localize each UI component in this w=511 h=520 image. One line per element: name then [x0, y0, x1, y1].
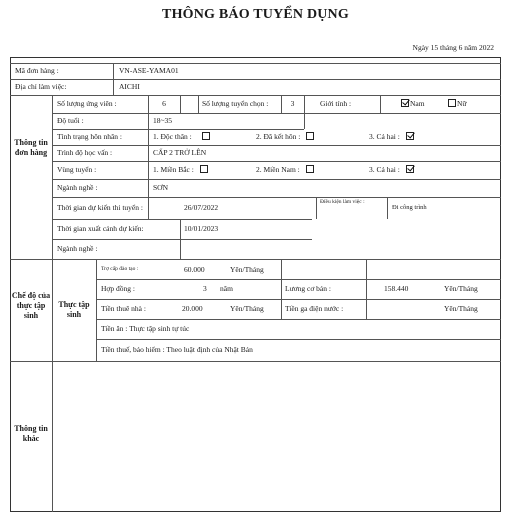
gender-male-option[interactable] [400, 99, 425, 109]
marital-married-label: 2. Đã kết hôn : [256, 132, 301, 141]
marital-option-married[interactable] [256, 132, 315, 142]
region-both-checkbox[interactable] [406, 165, 414, 173]
meal-info: Tiền ăn : Thực tập sinh tự túc [101, 324, 190, 333]
region-option-north[interactable] [153, 165, 209, 175]
region-south-checkbox[interactable] [306, 165, 314, 173]
utility-unit: Yên/Tháng [444, 304, 478, 313]
age-value: 18~35 [153, 116, 173, 125]
region-south-label: 2. Miền Nam : [256, 165, 300, 174]
basic-salary-label: Lương cơ bản : [285, 284, 331, 293]
contract-label: Hợp đồng : [101, 284, 135, 293]
gender-male-label: Nam [410, 99, 425, 108]
region-north-label: 1. Miền Bắc : [153, 165, 194, 174]
other-info-section-title: Thông tin khác [14, 424, 48, 443]
order-code-label: Mã đơn hàng : [15, 66, 59, 75]
marital-single-checkbox[interactable] [202, 132, 210, 140]
utility-label: Tiền ga điện nước : [285, 304, 344, 313]
work-condition-value: Đi công trình [392, 204, 427, 211]
contract-unit: năm [220, 284, 233, 293]
exam-date-label: Thời gian dự kiến thi tuyển : [57, 203, 143, 212]
gender-label: Giới tính : [320, 99, 352, 108]
issue-date: Ngày 15 tháng 6 năm 2022 [412, 43, 494, 52]
rent-label: Tiền thuê nhà : [101, 304, 146, 313]
rent-value: 20.000 [182, 304, 203, 313]
rent-unit: Yên/Tháng [230, 304, 264, 313]
industry-label: Ngành nghề : [57, 244, 98, 253]
trainee-subsection-title: Thực tập sinh [58, 300, 90, 319]
industry-value: SƠN [153, 183, 169, 192]
gender-female-label: Nữ [457, 99, 467, 108]
contract-value: 3 [203, 284, 207, 293]
marital-both-label: 3. Cả hai : [369, 132, 400, 141]
gender-female-checkbox[interactable] [448, 99, 456, 107]
industry-label: Ngành nghề : [57, 183, 98, 192]
training-allowance-unit: Yên/Tháng [230, 265, 264, 274]
region-north-checkbox[interactable] [200, 165, 208, 173]
depart-date-label: Thời gian xuất cảnh dự kiến: [57, 224, 144, 233]
marital-single-label: 1. Độc thân : [153, 132, 192, 141]
workplace-label: Địa chỉ làm việc: [15, 82, 67, 91]
education-value: CẤP 2 TRỞ LÊN [153, 148, 207, 157]
order-code-value: VN-ASE-YAMA01 [119, 66, 179, 75]
tax-insurance-info: Tiền thuế, bảo hiểm : Theo luật định của Nhật Bản [101, 345, 253, 354]
depart-date-value: 10/01/2023 [184, 224, 219, 233]
page-title: THÔNG BÁO TUYỂN DỤNG [162, 7, 349, 22]
order-info-section-title: Thông tin đơn hàng [14, 138, 48, 157]
marital-option-both[interactable] [369, 132, 415, 142]
gender-male-checkbox[interactable] [401, 99, 409, 107]
basic-salary-value: 158.440 [384, 284, 409, 293]
region-option-both[interactable] [369, 165, 415, 175]
candidate-count-label: Số lượng ứng viên : [57, 99, 117, 108]
training-allowance-value: 60.000 [184, 265, 205, 274]
candidate-count-value: 6 [162, 99, 166, 108]
marital-label: Tình trạng hôn nhân : [57, 132, 122, 141]
region-label: Vùng tuyển : [57, 165, 97, 174]
hire-count-label: Số lượng tuyển chọn : [202, 99, 269, 108]
marital-both-checkbox[interactable] [406, 132, 414, 140]
hire-count-value: 3 [290, 99, 295, 108]
training-allowance-label: Trợ cấp đào tạo : [101, 266, 139, 272]
regime-section-title: Chế độ của thực tập sinh [11, 291, 51, 320]
age-label: Độ tuổi : [57, 116, 84, 125]
gender-female-option[interactable] [447, 99, 466, 109]
workplace-value: AICHI [119, 82, 140, 91]
marital-married-checkbox[interactable] [306, 132, 314, 140]
marital-option-single[interactable] [153, 132, 211, 142]
region-both-label: 3. Cả hai : [369, 165, 400, 174]
exam-date-value: 26/07/2022 [184, 203, 219, 212]
region-option-south[interactable] [256, 165, 315, 175]
education-label: Trình độ học vấn : [57, 148, 113, 157]
work-condition-label: Điều kiện làm việc : [320, 199, 365, 205]
basic-salary-unit: Yên/Tháng [444, 284, 478, 293]
